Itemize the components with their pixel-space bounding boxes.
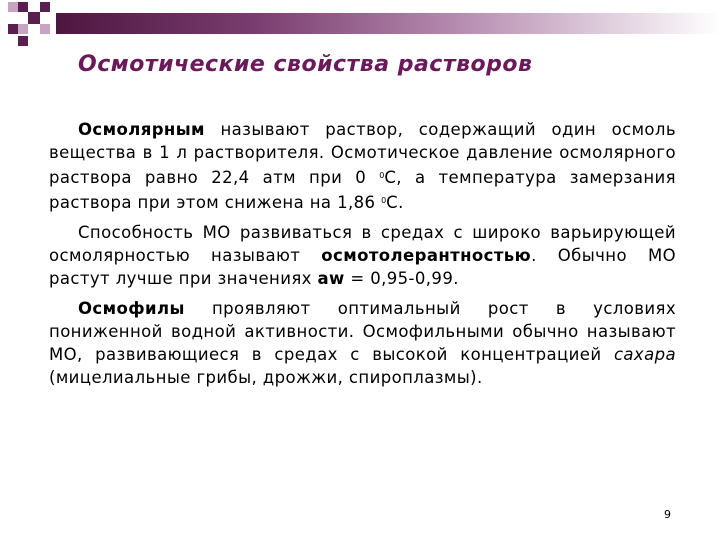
deco-square	[40, 2, 50, 12]
paragraph-text: С, а температура замерзания раствора при этом снижена на 1,86	[49, 168, 676, 212]
degree-mark: 0	[379, 171, 385, 180]
term-osmolar: Осмолярным	[78, 120, 205, 139]
paragraph-osmophiles	[49, 297, 676, 389]
page-number: 9	[664, 508, 671, 521]
paragraph-text: = 0,95-0,99.	[344, 269, 459, 288]
paragraph-osmotolerance	[49, 221, 676, 290]
deco-square	[8, 2, 18, 12]
deco-square	[18, 24, 28, 34]
degree-mark: 0	[381, 196, 387, 205]
paragraph-text: проявляют оптимальный рост в условиях пониженной водной активности. Осмофильными обычно называют МО, развивающиеся в средах с высокой концентрацией	[49, 299, 676, 364]
header-decoration	[0, 0, 720, 60]
header-gradient-band	[56, 13, 720, 34]
paragraph-text: называют раствор, содержащий один осмоль вещества в 1 л растворителя. Осмотическое давление осмолярного раствора равно 22,4 атм при 0	[49, 120, 676, 187]
term-aw: aw	[317, 269, 345, 288]
paragraph-text: Способность МО развиваться в средах с широко варьирующей осмолярностью называют	[49, 223, 676, 265]
deco-square	[8, 24, 18, 34]
paragraph-text: (мицелиальные грибы, дрожжи, спироплазмы).	[49, 368, 483, 387]
slide-title: Осмотические свойства растворов	[78, 52, 533, 77]
deco-square	[28, 12, 40, 24]
paragraph-osmolar	[49, 118, 676, 214]
term-osmophiles: Осмофилы	[78, 299, 185, 318]
deco-square	[18, 36, 28, 46]
paragraph-text: С.	[386, 193, 404, 212]
paragraph-text: . Обычно МО растут лучше при значениях	[49, 246, 676, 288]
deco-square	[18, 2, 28, 12]
term-osmotolerance: осмотолерантностью	[321, 246, 532, 265]
slide-body	[49, 118, 676, 396]
term-sugar: сахара	[613, 345, 676, 364]
deco-square	[40, 24, 50, 34]
